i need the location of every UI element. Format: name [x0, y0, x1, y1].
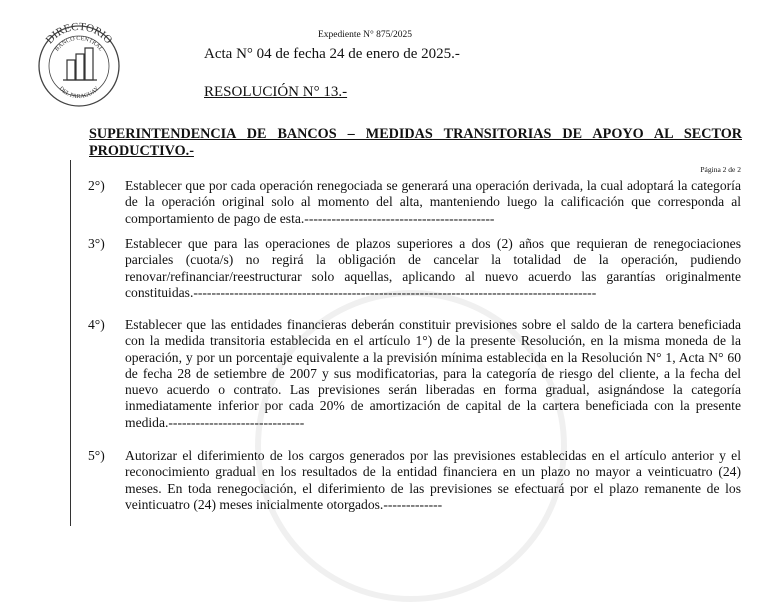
- expediente-number: Expediente N° 875/2025: [318, 30, 413, 40]
- article-text: Establecer que por cada operación renegociada se generará una operación derivada, la cual adoptará la categoría de la operación original solo al momento del alta, manteniendo luego la calificación que corresponda al comportamiento de pago de esta.------------------------------------------: [125, 178, 741, 226]
- resolucion-heading: RESOLUCIÓN N° 13.-: [204, 84, 348, 100]
- article-5: [88, 448, 741, 514]
- article-number: 4°): [88, 317, 105, 332]
- svg-text:DEL PARAGUAY: DEL PARAGUAY: [57, 85, 101, 101]
- page-number: Página 2 de 2: [700, 165, 741, 174]
- article-4: [88, 317, 741, 432]
- article-number: 2°): [88, 178, 105, 193]
- svg-text:BANCO CENTRAL: BANCO CENTRAL: [54, 35, 104, 53]
- article-3: [88, 236, 741, 302]
- article-2: [88, 178, 741, 227]
- document-title: SUPERINTENDENCIA DE BANCOS – MEDIDAS TRANSITORIAS DE APOYO AL SECTOR PRODUCTIVO.-: [89, 126, 742, 159]
- article-text: Autorizar el diferimiento de los cargos generados por las previsiones establecidas en el artículo anterior y el reconocimiento gradual en los resultados de la entidad financiera en un plazo no mayor a veinticuatro (24) meses. En toda renegociación, el diferimiento de las previsiones se efectuará por el plazo remanente de los veinticuatro (24) meses inicialmente otorgados.-------------: [125, 448, 741, 512]
- article-text: Establecer que para las operaciones de plazos superiores a dos (2) años que requieran de renegociaciones parciales (cuota/s) no regirá la obligación de cancelar la totalidad de la operación, pudiendo renovar/refinanciar/reestructurar solo aquellas, aplicando al nuevo acuerdo las garantías originalmente constituidas.-----------------------------------------------------------------------------------------: [125, 236, 741, 300]
- acta-heading: Acta N° 04 de fecha 24 de enero de 2025.-: [204, 46, 460, 62]
- svg-text:DIRECTORIO: DIRECTORIO: [43, 20, 115, 47]
- article-text: Establecer que las entidades financieras deberán constituir previsiones sobre el saldo de la cartera beneficiada con la medida transitoria establecida en el artículo 1°) de la presente Resolución, en la misma moneda de la operación, y por un porcentaje equivalente a la previsión mínima establecida en la Resolución N° 1, Acta N° 60 de fecha 28 de setiembre de 2007 y sus modificatorias, para la categoría de riesgo del cliente, a la fecha del nuevo acuerdo o contrato. Las previsiones serán liberadas en forma gradual, asignándose la categoría inmediatamente inferior por cada 20% de amortización de capital de la cartera beneficiada con la presente medida.------------------------------: [125, 317, 741, 430]
- margin-line: [70, 160, 71, 526]
- article-number: 5°): [88, 448, 105, 463]
- article-number: 3°): [88, 236, 105, 251]
- banco-central-seal-logo: [33, 20, 125, 112]
